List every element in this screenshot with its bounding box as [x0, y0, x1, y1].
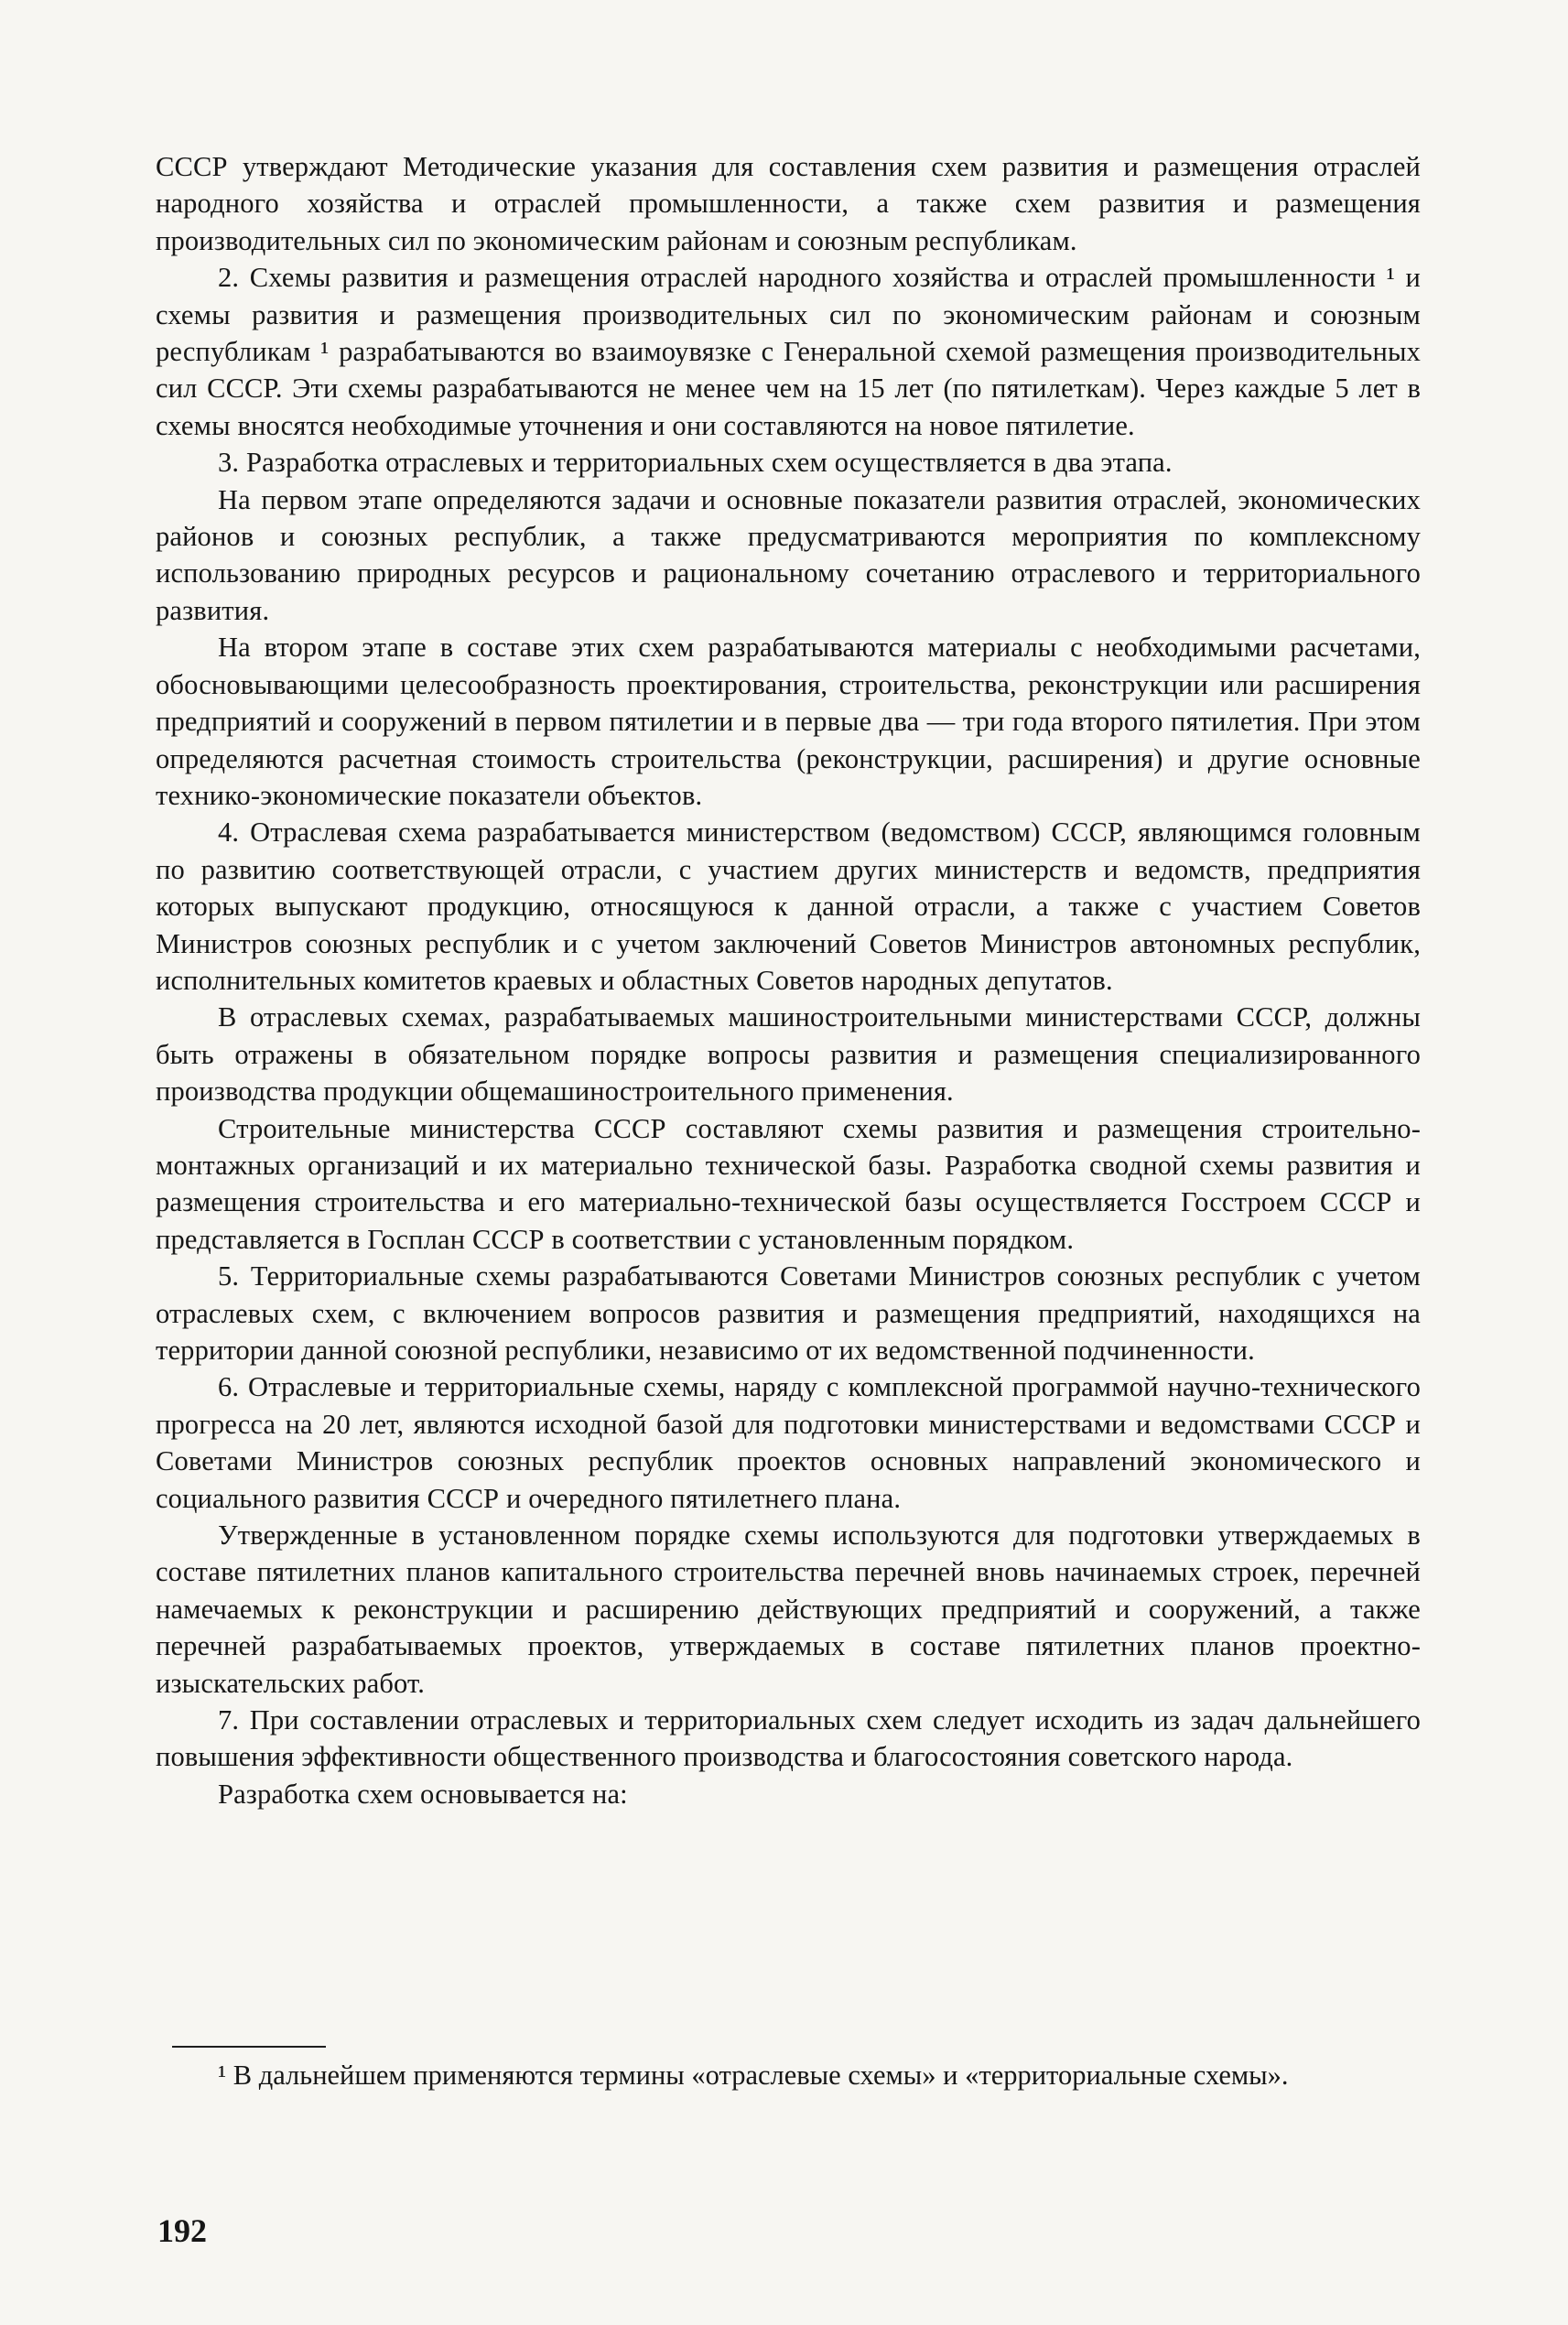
paragraph-3: 3. Разработка отраслевых и территориальных схем осуществляется в два этапа. — [218, 447, 1173, 479]
body-text — [156, 148, 1421, 1812]
page-number: 192 — [157, 2212, 207, 2249]
paragraph-13: Разработка схем основывается на: — [218, 1778, 628, 1810]
paragraph-9: 5. Территориальные схемы разрабатываются Советами Министров союзных республик с учетом отраслевых схем, с включением вопросов развития и размещения предприятий, находящихся на территории данной союзной республики, независимо от их ведомственной подчиненности. — [156, 1260, 1421, 1366]
paragraph-5: На втором этапе в составе этих схем разрабатываются материалы с необходимыми расчетами, обосновывающими целесообразность проектирования, строительства, реконструкции или расширения предприятий и сооружений в первом пятилетии и в первые два — три года второго пятилетия. При этом определяются расчетная стоимость строительства (реконструкции, расширения) и другие основные технико-экономические показатели объектов. — [156, 632, 1421, 811]
paragraph-11: Утвержденные в установленном порядке схемы используются для подготовки утверждаемых в составе пятилетних планов капитального строительства перечней вновь начинаемых строек, перечней намечаемых к реконструкции и расширению действующих предприятий и сооружений, а также перечней разрабатываемых проектов, утверждаемых в составе пятилетних планов проектно-изыскательских работ. — [156, 1519, 1421, 1699]
paragraph-2: 2. Схемы развития и размещения отраслей народного хозяйства и отраслей промышленности ¹ и схемы развития и размещения производительных сил по экономическим районам и союзным республикам ¹ разрабатываются во взаимоувязке с Генеральной схемой размещения производительных сил СССР. Эти схемы разрабатываются не менее чем на 15 лет (по пятилеткам). Через каждые 5 лет в схемы вносятся необходимые уточнения и они составляются на новое пятилетие. — [156, 262, 1421, 441]
paragraph-8: Строительные министерства СССР составляют схемы развития и размещения строительно-монтажных организаций и их материально технической базы. Разработка сводной схемы развития и размещения строительства и его материально-технической базы осуществляется Госстроем СССР и представляется в Госплан СССР в соответствии с установленным порядком. — [156, 1112, 1421, 1255]
footnote: ¹ В дальнейшем применяются термины «отраслевые схемы» и «территориальные схемы». — [218, 2060, 1289, 2091]
paragraph-1: СССР утверждают Методические указания для составления схем развития и размещения отраслей народного хозяйства и отраслей промышленности, а также схем развития и размещения производительных сил по экономическим районам и союзным республикам. — [156, 151, 1421, 256]
paragraph-10: 6. Отраслевые и территориальные схемы, наряду с комплексной программой научно-технического прогресса на 20 лет, являются исходной базой для подготовки министерствами и ведомствами СССР и Советами Министров союзных республик проектов основных направлений экономического и социального развития СССР и очередного пятилетнего плана. — [156, 1371, 1421, 1514]
paragraph-12: 7. При составлении отраслевых и территориальных схем следует исходить из задач дальнейшего повышения эффективности общественного производства и благосостояния советского народа. — [156, 1704, 1421, 1773]
paragraph-7: В отраслевых схемах, разрабатываемых машиностроительными министерствами СССР, должны быть отражены в обязательном порядке вопросы развития и размещения специализированного производства продукции общемашиностроительного применения. — [156, 1001, 1421, 1108]
paragraph-6: 4. Отраслевая схема разрабатывается министерством (ведомством) СССР, являющимся головным по развитию соответствующей отрасли, с участием других министерств и ведомств, предприятия которых выпускают продукцию, относящуюся к данной отрасли, а также с участием Советов Министров союзных республик и с учетом заключений Советов Министров автономных республик, исполнительных комитетов краевых и областных Советов народных депутатов. — [156, 816, 1421, 996]
paragraph-4: На первом этапе определяются задачи и основные показатели развития отраслей, экономических районов и союзных республик, а также предусматриваются мероприятия по комплексному использованию природных ресурсов и рациональному сочетанию отраслевого и территориального развития. — [156, 483, 1421, 626]
footnote-divider — [172, 2046, 326, 2048]
